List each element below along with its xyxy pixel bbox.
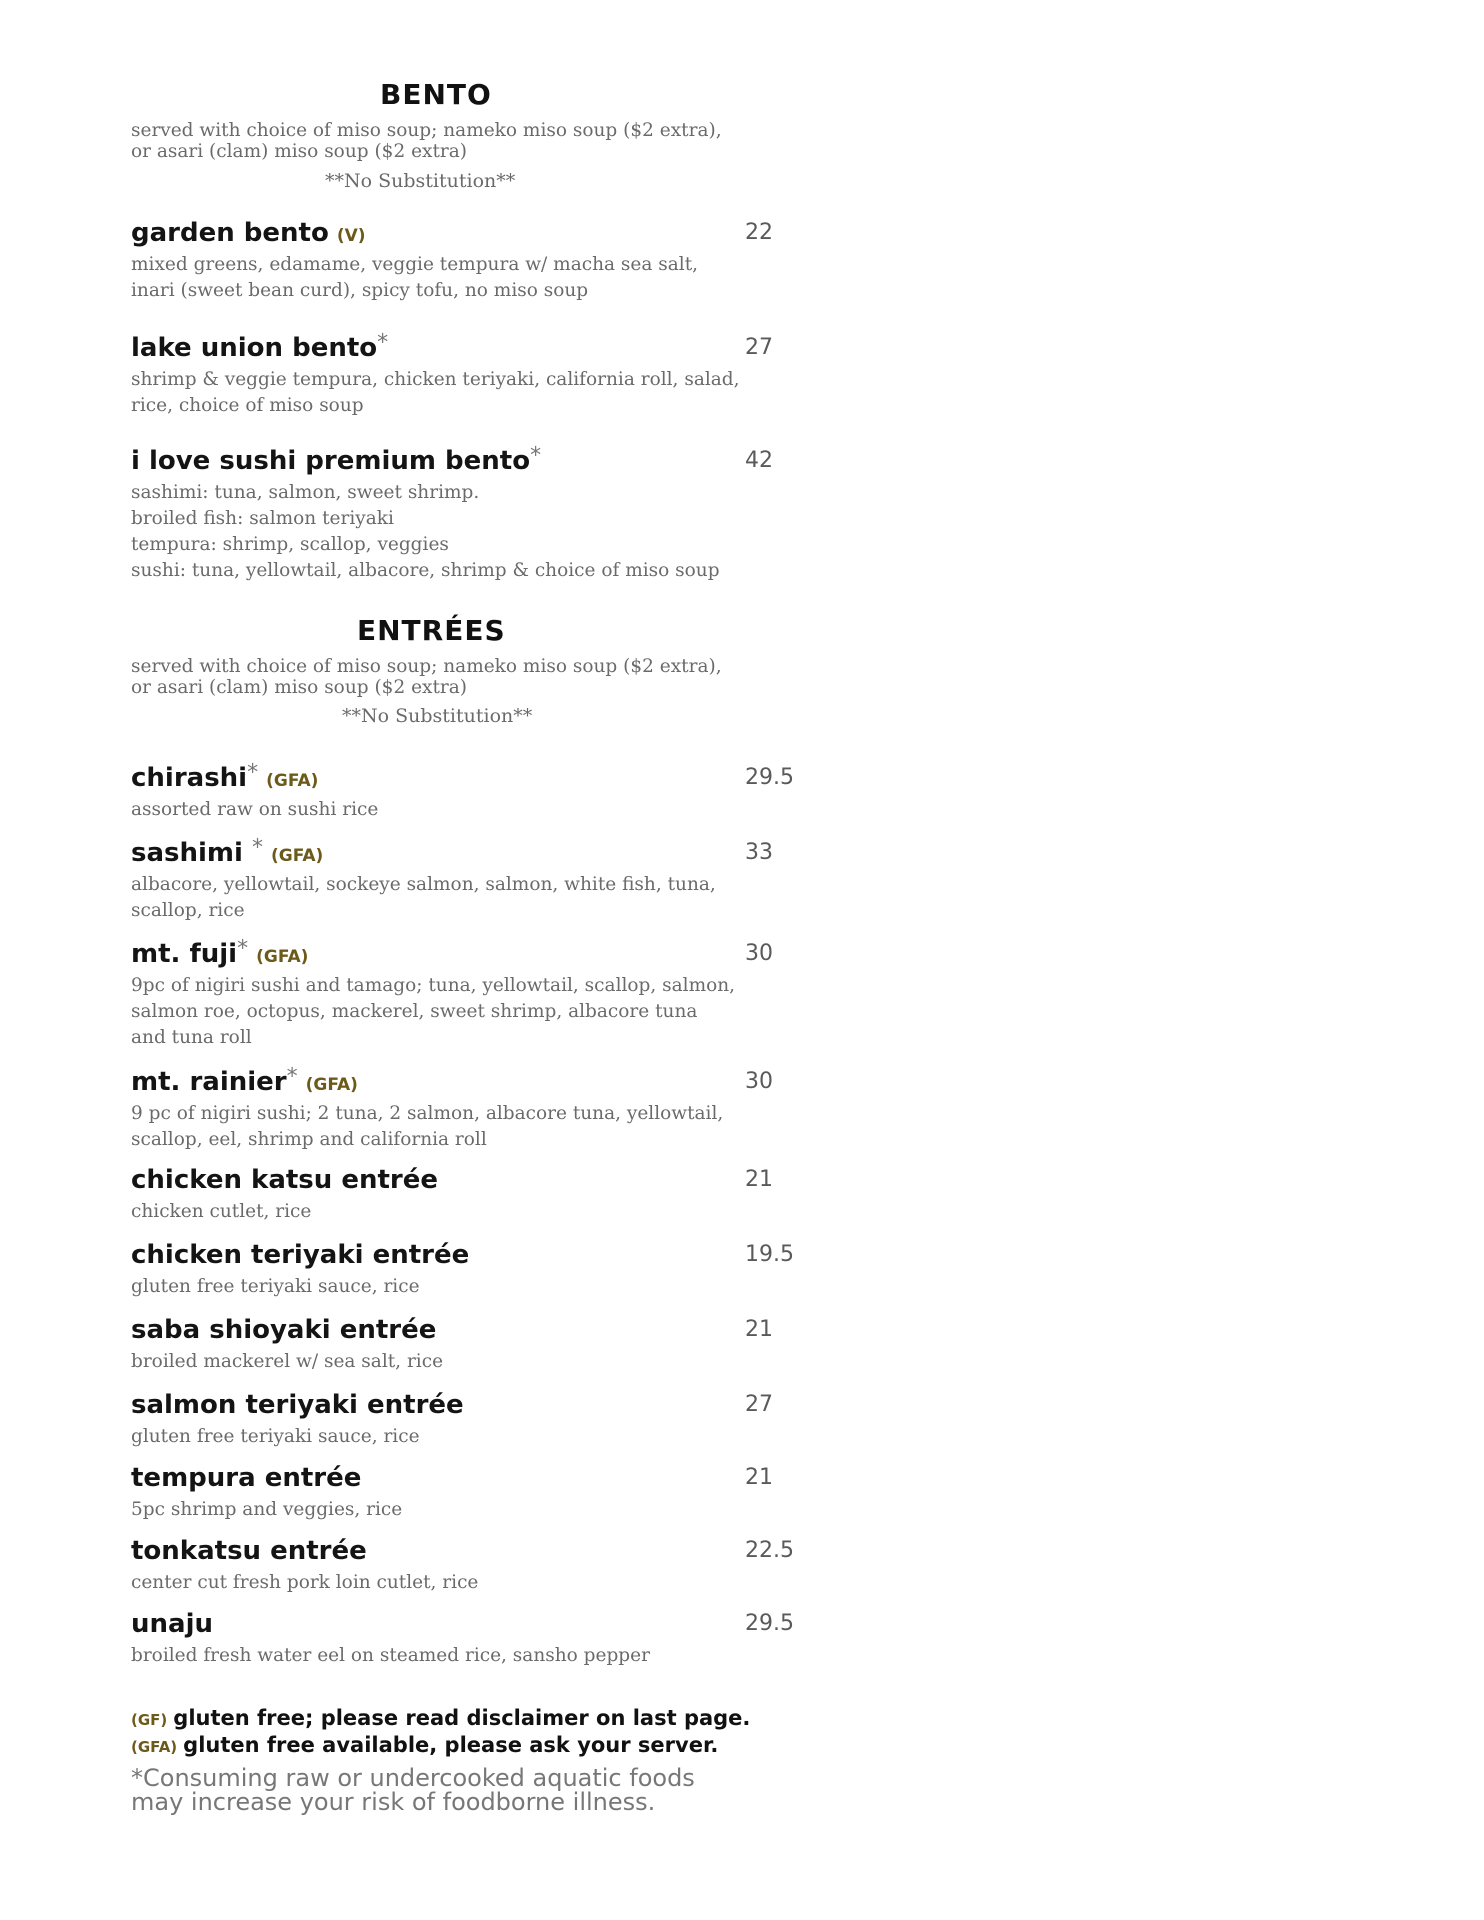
menu-item-name: chicken katsu entrée: [131, 1165, 438, 1195]
description-line: and tuna roll: [131, 1027, 252, 1048]
legend: [131, 1706, 831, 1814]
menu-item-price: 21: [745, 1465, 773, 1490]
menu-item-header: [131, 1390, 811, 1424]
gfa-tag: (GFA): [131, 1738, 178, 1756]
description-line: 9 pc of nigiri sushi; 2 tuna, 2 salmon, albacore tuna, yellowtail,: [131, 1103, 724, 1124]
menu-item-header: [131, 936, 811, 973]
description-line: sushi: tuna, yellowtail, albacore, shrimp & choice of miso soup: [131, 560, 720, 581]
menu-item-description: [131, 1497, 811, 1523]
warning-line: *Consuming raw or undercooked aquatic foods: [131, 1764, 695, 1792]
menu-item-price: 33: [745, 840, 773, 865]
raw-warning-asterisk: *: [251, 835, 263, 861]
menu-item-description: [131, 797, 811, 823]
menu-item-description: [131, 1349, 811, 1375]
menu-item-description: [131, 1274, 811, 1300]
menu-item: [131, 330, 811, 419]
menu-item-name: garden bento: [131, 218, 329, 248]
menu-item-description: [131, 1643, 811, 1669]
menu-item-description: [131, 252, 811, 304]
description-line: shrimp & veggie tempura, chicken teriyaki, california roll, salad,: [131, 369, 740, 390]
description-line: scallop, eel, shrimp and california roll: [131, 1129, 487, 1150]
menu-item-header: [131, 1240, 811, 1274]
description-line: broiled mackerel w/ sea salt, rice: [131, 1351, 444, 1372]
menu-item: [131, 443, 811, 584]
raw-food-warning: [131, 1766, 831, 1814]
bento-note-line: or asari (clam) miso soup ($2 extra): [131, 141, 468, 162]
raw-warning-asterisk: *: [286, 1064, 298, 1090]
menu-item-header: [131, 1064, 811, 1101]
menu-item-description: [131, 872, 811, 924]
menu-item: [131, 1165, 811, 1225]
menu-item-description: [131, 480, 811, 584]
entrees-note-line: or asari (clam) miso soup ($2 extra): [131, 677, 468, 698]
raw-warning-asterisk: *: [530, 443, 542, 469]
menu-item: [131, 835, 811, 924]
description-line: inari (sweet bean curd), spicy tofu, no miso soup: [131, 280, 589, 301]
menu-item-name: chirashi: [131, 763, 248, 793]
description-line: assorted raw on sushi rice: [131, 799, 379, 820]
menu-item-name: tonkatsu entrée: [131, 1536, 367, 1566]
legend-gf: [131, 1706, 831, 1733]
menu-item-description: [131, 367, 811, 419]
bento-title: BENTO: [380, 78, 492, 111]
menu-item-description: [131, 1199, 811, 1225]
menu-item-header: [131, 330, 811, 367]
menu-item: [131, 936, 811, 1051]
menu-item-price: 27: [745, 335, 773, 360]
menu-item: [131, 1536, 811, 1596]
menu-item-description: [131, 1424, 811, 1450]
menu-item-price: 27: [745, 1392, 773, 1417]
menu-item-price: 22: [745, 220, 773, 245]
dietary-tag: (V): [336, 226, 366, 246]
menu-item-price: 29.5: [745, 765, 794, 790]
menu-item: [131, 1315, 811, 1375]
menu-item-name: salmon teriyaki entrée: [131, 1390, 464, 1420]
menu-item-description: [131, 973, 811, 1051]
dietary-tag: (GFA): [305, 1075, 358, 1095]
menu-item-description: [131, 1570, 811, 1596]
menu-item-price: 19.5: [745, 1242, 794, 1267]
description-line: gluten free teriyaki sauce, rice: [131, 1276, 420, 1297]
menu-item-header: [131, 1165, 811, 1199]
menu-item-name: lake union bento: [131, 333, 378, 363]
menu-item-header: [131, 1463, 811, 1497]
raw-warning-asterisk: *: [237, 936, 249, 962]
menu-item-price: 42: [745, 448, 773, 473]
entrees-title: ENTRÉES: [357, 614, 506, 647]
menu-item-name: mt. rainier: [131, 1067, 287, 1097]
menu-item-price: 29.5: [745, 1611, 794, 1636]
entrees-note-line: served with choice of miso soup; nameko miso soup ($2 extra),: [131, 656, 722, 677]
menu-item-header: [131, 1609, 811, 1643]
menu-item-price: 30: [745, 941, 773, 966]
description-line: mixed greens, edamame, veggie tempura w/ macha sea salt,: [131, 254, 699, 275]
menu-item-header: [131, 218, 811, 252]
dietary-tag: (GFA): [256, 947, 309, 967]
dietary-tag: (GFA): [270, 846, 324, 866]
description-line: sashimi: tuna, salmon, sweet shrimp.: [131, 482, 480, 503]
entrees-no-substitution: **No Substitution**: [342, 705, 533, 727]
gfa-text: gluten free available, please ask your server.: [183, 1733, 719, 1757]
menu-item-header: [131, 1536, 811, 1570]
menu-item: [131, 1240, 811, 1300]
menu-item-header: [131, 835, 811, 872]
menu-item-price: 30: [745, 1069, 773, 1094]
description-line: chicken cutlet, rice: [131, 1201, 312, 1222]
menu-item-name: tempura entrée: [131, 1463, 362, 1493]
description-line: salmon roe, octopus, mackerel, sweet shrimp, albacore tuna: [131, 1001, 698, 1022]
menu-item-header: [131, 1315, 811, 1349]
menu-item-name: unaju: [131, 1609, 213, 1639]
entrees-soup-note: [131, 656, 771, 698]
menu-item-price: 21: [745, 1317, 773, 1342]
menu-item-name: mt. fuji: [131, 939, 238, 969]
description-line: scallop, rice: [131, 900, 245, 921]
description-line: tempura: shrimp, scallop, veggies: [131, 534, 449, 555]
menu-item-header: [131, 760, 811, 797]
menu-item-name: sashimi: [131, 838, 252, 868]
menu-item: [131, 1390, 811, 1450]
menu-item: [131, 1463, 811, 1523]
bento-note-line: served with choice of miso soup; nameko miso soup ($2 extra),: [131, 120, 722, 141]
bento-soup-note: [131, 120, 771, 162]
description-line: albacore, yellowtail, sockeye salmon, salmon, white fish, tuna,: [131, 874, 716, 895]
gf-tag: (GF): [131, 1711, 168, 1729]
gf-text: gluten free; please read disclaimer on last page.: [173, 1706, 751, 1730]
legend-gfa: [131, 1733, 831, 1760]
description-line: 9pc of nigiri sushi and tamago; tuna, yellowtail, scallop, salmon,: [131, 975, 736, 996]
menu-item: [131, 1609, 811, 1669]
menu-item-name: i love sushi premium bento: [131, 446, 531, 476]
bento-no-substitution: **No Substitution**: [325, 170, 516, 192]
dietary-tag: (GFA): [266, 771, 319, 791]
description-line: center cut fresh pork loin cutlet, rice: [131, 1572, 479, 1593]
description-line: broiled fresh water eel on steamed rice, sansho pepper: [131, 1645, 650, 1666]
menu-item: [131, 218, 811, 304]
menu-item-header: [131, 443, 811, 480]
menu-item-price: 22.5: [745, 1538, 794, 1563]
menu-item-name: chicken teriyaki entrée: [131, 1240, 470, 1270]
menu-item-name: saba shioyaki entrée: [131, 1315, 437, 1345]
raw-warning-asterisk: *: [377, 330, 389, 356]
raw-warning-asterisk: *: [247, 760, 259, 786]
menu-item: [131, 1064, 811, 1153]
description-line: rice, choice of miso soup: [131, 395, 364, 416]
menu-item: [131, 760, 811, 823]
menu-item-price: 21: [745, 1167, 773, 1192]
menu-item-description: [131, 1101, 811, 1153]
description-line: broiled fish: salmon teriyaki: [131, 508, 394, 529]
description-line: 5pc shrimp and veggies, rice: [131, 1499, 403, 1520]
warning-line: may increase your risk of foodborne illness.: [131, 1788, 656, 1816]
description-line: gluten free teriyaki sauce, rice: [131, 1426, 420, 1447]
